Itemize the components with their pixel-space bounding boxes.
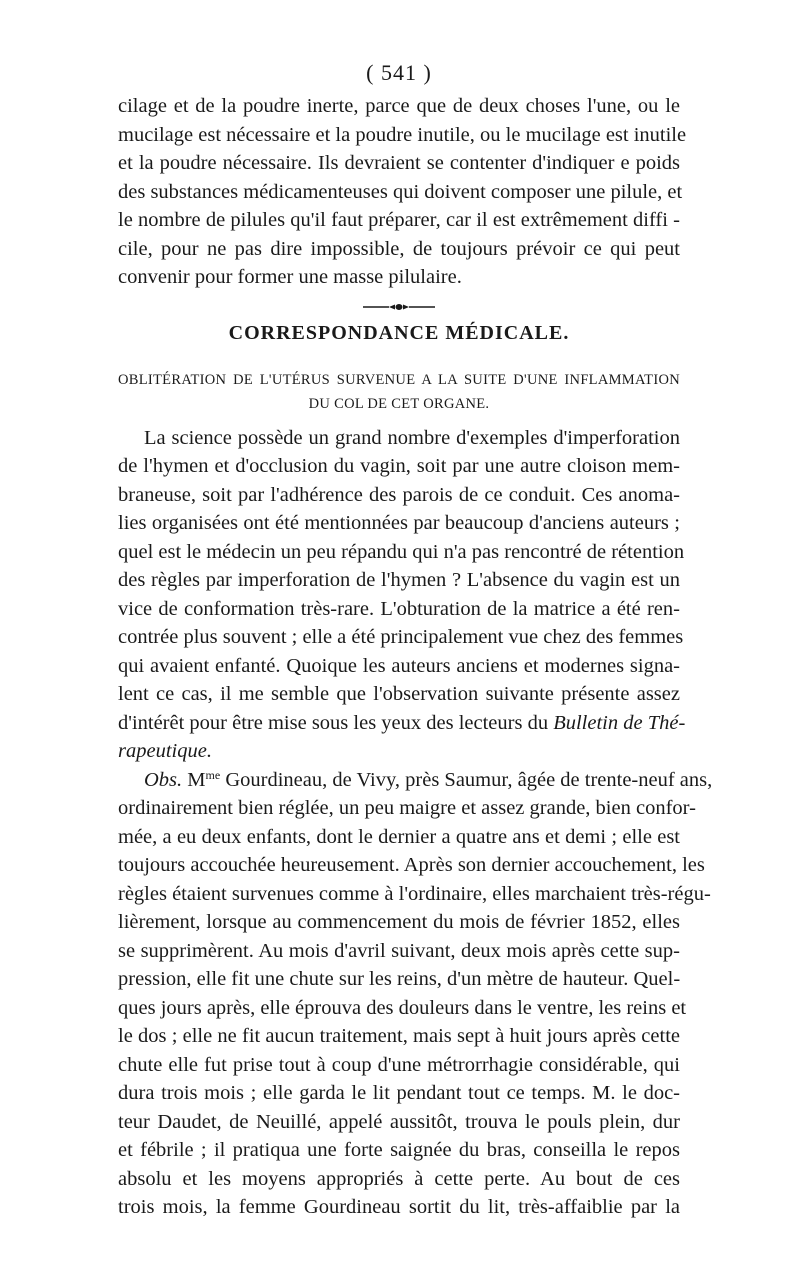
text-line: des règles par imperforation de l'hymen ? L'absence du vagin est un	[118, 569, 680, 591]
text-line: le dos ; elle ne fit aucun traitement, mais sept à huit jours après cette	[118, 1025, 680, 1047]
text-line: lies organisées ont été mentionnées par beaucoup d'anciens auteurs ;	[118, 512, 680, 534]
text-run: Gourdineau, de Vivy, près Saumur, âgée de trente-neuf ans,	[220, 768, 713, 791]
text-line: des substances médicamenteuses qui doivent composer une pilule, et	[118, 180, 683, 203]
text-line: absolu et les moyens appropriés à cette perte. Au bout de ces	[118, 1167, 680, 1190]
book-page	[118, 58, 713, 1222]
text-line: vice de conformation très-rare. L'obturation de la matrice a été ren-	[118, 597, 680, 620]
text-line	[118, 737, 680, 766]
article-subtitle-line: DU COL DE CET ORGANE.	[308, 395, 490, 412]
text-line: et fébrile ; il pratiqua une forte saignée du bras, conseilla le repos	[118, 1139, 680, 1161]
text-line: cilage et de la poudre inerte, parce que de deux choses l'une, ou le	[118, 95, 680, 117]
text-line: mée, a eu deux enfants, dont le dernier a quatre ans et demi ; elle est	[118, 825, 680, 848]
section-title: CORRESPONDANCE MÉDICALE.	[228, 321, 570, 344]
text-line: ques jours après, elle éprouva des douleurs dans le ventre, les reins et	[118, 996, 687, 1019]
text-line: contrée plus souvent ; elle a été principalement vue chez des femmes	[118, 626, 684, 648]
text-line: quel est le médecin un peu répandu qui n'a pas rencontré de rétention	[118, 540, 685, 563]
text-line: toujours accouchée heureusement. Après son dernier accouchement, les	[118, 854, 705, 876]
text-line: cile, pour ne pas dire impossible, de toujours prévoir ce qui peut	[118, 237, 680, 260]
title-superscript: me	[205, 767, 221, 782]
text-line: La science possède un grand nombre d'exemples d'imperforation	[144, 426, 680, 449]
text-line: de l'hymen et d'occlusion du vagin, soit par une autre cloison mem-	[118, 455, 680, 477]
article-subtitle-line: OBLITÉRATION DE L'UTÉRUS SURVENUE A LA SUITE D'UNE INFLAMMATION	[118, 371, 680, 388]
text-line: chute elle fut prise tout à coup d'une métrorrhagie considérable, qui	[118, 1053, 680, 1076]
text-line: lièrement, lorsque au commencement du mois de février 1852, elles	[118, 911, 680, 933]
intro-paragraph	[118, 92, 687, 292]
ornament-divider-icon	[361, 302, 437, 312]
text-line: ordinairement bien réglée, un peu maigre et assez grande, bien confor-	[118, 797, 696, 819]
text-run: d'intérêt pour être mise sous les yeux des lecteurs du	[118, 711, 554, 734]
text-line: le nombre de pilules qu'il faut préparer, car il est extrêmement diffi -	[118, 209, 680, 231]
text-line: trois mois, la femme Gourdineau sortit du lit, très-affaiblie par la	[118, 1196, 680, 1218]
text-line: et la poudre nécessaire. Ils devraient se contenter d'indiquer e poids	[118, 152, 680, 174]
text-line: teur Daudet, de Neuillé, appelé aussitôt, trouva le pouls plein, dur	[118, 1110, 680, 1133]
text-line: se supprimèrent. Au mois d'avril suivant, deux mois après cette sup-	[118, 939, 680, 962]
text-line: pression, elle fit une chute sur les reins, d'un mètre de hauteur. Quel-	[118, 968, 681, 990]
observation-label: Obs.	[144, 768, 183, 791]
ornament-divider	[118, 302, 680, 312]
text-line: convenir pour former une masse pilulaire.	[118, 266, 462, 288]
text-line: dura trois mois ; elle garda le lit pendant tout ce temps. M. le doc-	[118, 1082, 680, 1104]
paragraph	[118, 424, 686, 766]
text-line	[118, 766, 713, 795]
journal-title: Bulletin de Thé-	[553, 711, 686, 734]
text-line: lent ce cas, il me semble que l'observation suivante présente assez	[118, 683, 680, 705]
text-line: règles étaient survenues comme à l'ordinaire, elles marchaient très-régu-	[118, 882, 711, 905]
journal-title: rapeutique.	[118, 740, 212, 762]
page-number: ( 541 )	[366, 60, 432, 85]
text-line: qui avaient enfanté. Quoique les auteurs anciens et modernes signa-	[118, 654, 680, 677]
title-abbreviation: M	[187, 768, 206, 791]
text-line: braneuse, soit par l'adhérence des parois de ce conduit. Ces anoma-	[118, 483, 680, 506]
text-line	[118, 709, 686, 738]
text-line: mucilage est nécessaire et la poudre inutile, ou le mucilage est inutile	[118, 123, 687, 146]
observation-paragraph	[118, 766, 713, 1222]
